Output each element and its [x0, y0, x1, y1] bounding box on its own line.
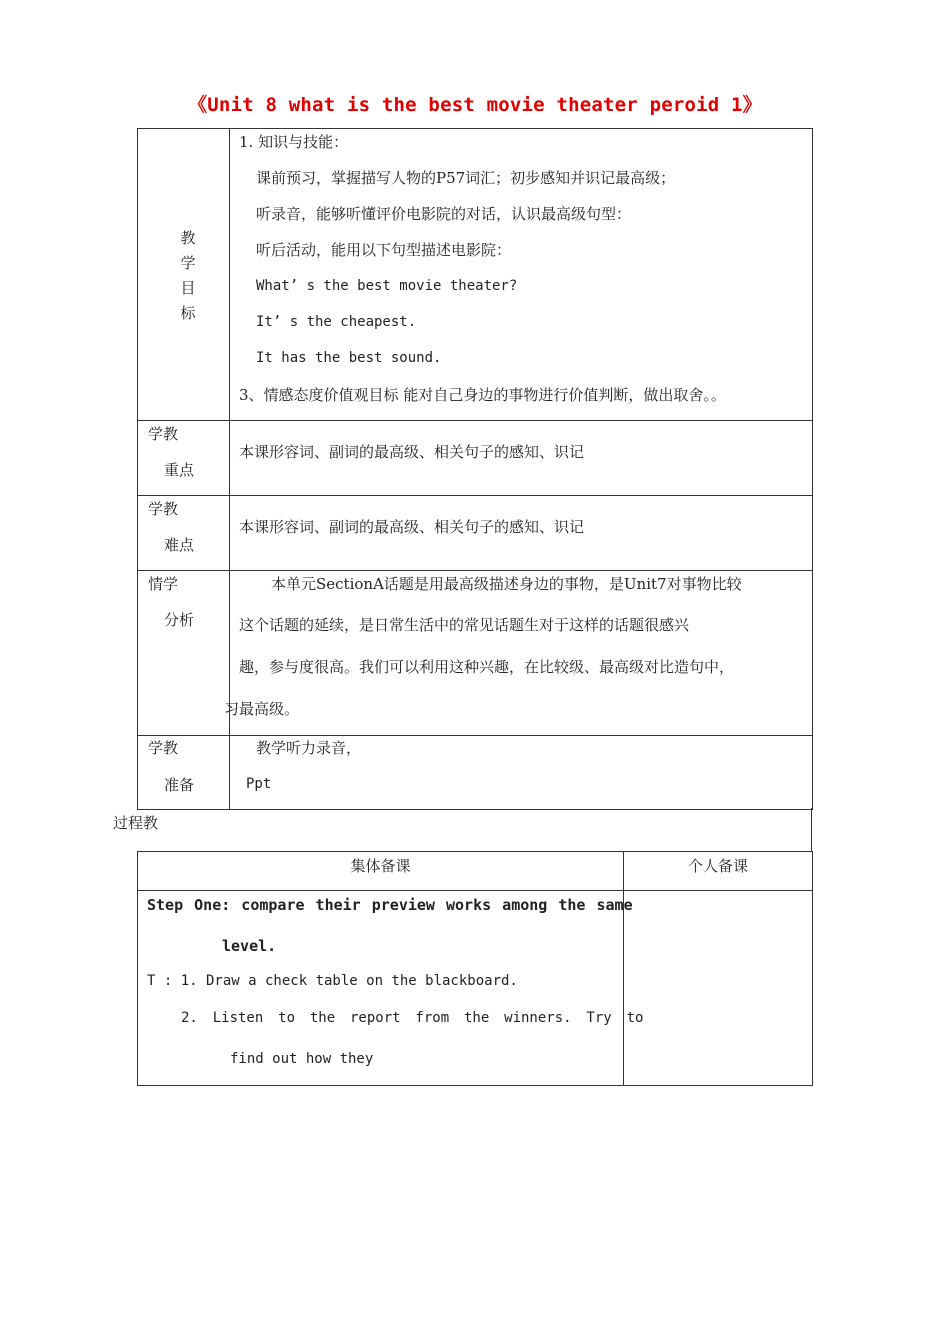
- example-sentence: It’ s the cheapest.: [256, 314, 417, 330]
- analysis-label: 分析: [164, 611, 195, 629]
- row-divider: [137, 570, 812, 571]
- analysis-line: 本单元SectionA话题是用最高级描述身边的事物，是Unit7对事物比较: [271, 575, 742, 593]
- preparation-label: 准备: [164, 776, 195, 794]
- label-char: 学: [180, 254, 196, 272]
- step-one-text: Step One: compare their preview works among the same: [147, 896, 633, 914]
- header-divider: [137, 890, 812, 891]
- label-char: 教: [180, 229, 196, 247]
- preparation-label: 学教: [148, 739, 179, 757]
- key-points-label: 学教: [148, 425, 179, 443]
- analysis-line: 习最高级。: [224, 700, 300, 718]
- label-char: 目: [180, 279, 196, 297]
- example-sentence: It has the best sound.: [256, 350, 442, 366]
- teacher-step: T : 1. Draw a check table on the blackboard.: [147, 973, 518, 989]
- personal-header: 个人备课: [687, 857, 748, 875]
- difficulties-content: 本课形容词、副词的最高级、相关句子的感知、识记: [239, 518, 585, 536]
- process-right-border: [811, 808, 812, 852]
- step-one-text: level.: [222, 937, 277, 955]
- key-points-label: 重点: [164, 461, 195, 479]
- difficulties-label: 难点: [164, 536, 195, 554]
- preparation-line: 教学听力录音，: [256, 739, 362, 757]
- analysis-line: 这个话题的延续，是日常生活中的常见话题生对于这样的话题很感兴: [239, 616, 690, 634]
- objective-line: 听后活动，能用以下句型描述电影院：: [256, 241, 512, 259]
- objectives-label: [178, 226, 198, 326]
- analysis-line: 趣，参与度很高。我们可以利用这种兴趣，在比较级、最高级对比造句中，: [239, 658, 735, 676]
- label-char: 标: [180, 304, 196, 322]
- analysis-label: 情学: [148, 575, 179, 593]
- column-divider: [623, 851, 624, 1085]
- objective-line: 听录音，能够听懂评价电影院的对话，认识最高级句型：: [256, 205, 632, 223]
- preparation-line: Ppt: [246, 776, 272, 792]
- teacher-step: find out how they: [230, 1051, 374, 1067]
- document-title: 《Unit 8 what is the best movie theater peroid 1》: [188, 94, 762, 116]
- collective-header: 集体备课: [350, 857, 411, 875]
- example-sentence: What’ s the best movie theater?: [256, 278, 518, 294]
- row-divider: [137, 495, 812, 496]
- objective-line: 3、情感态度价值观目标 能对自己身边的事物进行价值判断，做出取舍。。: [239, 386, 726, 404]
- key-points-content: 本课形容词、副词的最高级、相关句子的感知、识记: [239, 443, 585, 461]
- teacher-step: 2. Listen to the report from the winners. Try to: [181, 1010, 644, 1026]
- process-label: 过程教: [113, 814, 159, 832]
- difficulties-label: 学教: [148, 500, 179, 518]
- objective-line: 课前预习，掌握描写人物的P57词汇；初步感知并识记最高级；: [256, 169, 676, 187]
- objectives-heading: 1. 知识与技能：: [239, 133, 349, 151]
- row-divider: [137, 735, 812, 736]
- row-divider: [137, 420, 812, 421]
